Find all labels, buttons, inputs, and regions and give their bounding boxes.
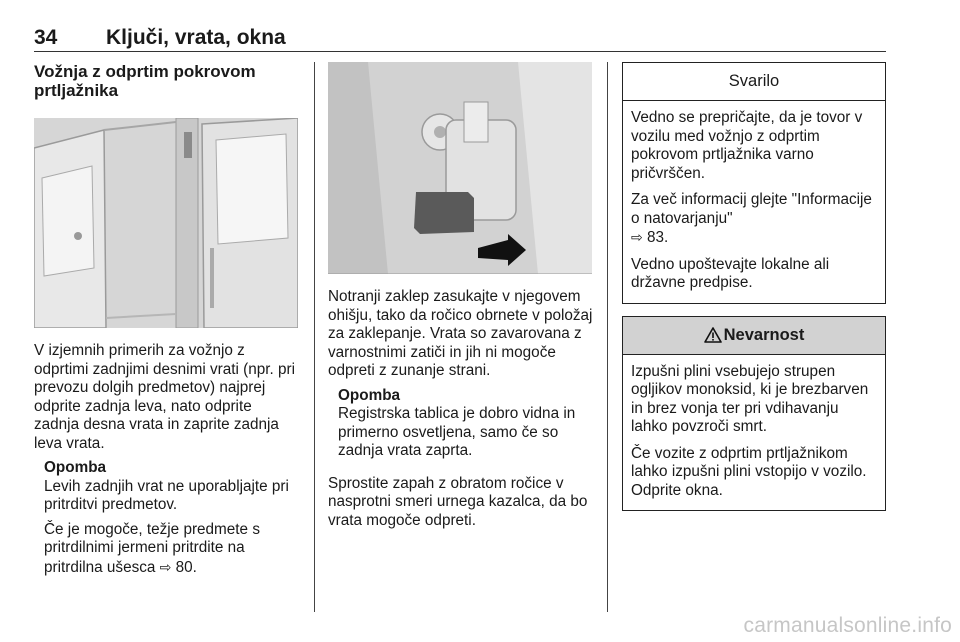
warning-triangle-icon xyxy=(704,327,722,343)
column-divider xyxy=(607,62,608,612)
column-right xyxy=(622,62,886,511)
page-number: 34 xyxy=(34,26,58,49)
column-middle xyxy=(328,62,594,530)
danger-header xyxy=(623,317,885,355)
note-text: Registrska tablica je dobro vidna in primerno osvetljena, samo če so zadnja vrata zaprta. xyxy=(338,405,576,459)
page-reference[interactable]: 83. xyxy=(646,229,669,246)
page-header xyxy=(34,22,886,52)
chapter-title: Ključi, vrata, okna xyxy=(106,26,286,49)
intro-paragraph: V izjemnih primerih za vožnjo z odprtimi zadnjimi desnimi vrati (npr. pri prevozu dolgih predmetov) najprej odprite zadnja leva, nato odprite zadnja desna vrata in zaprite zadnja leva vrata. xyxy=(34,342,295,452)
caution-title: Svarilo xyxy=(623,63,885,101)
note-title: Opomba xyxy=(44,459,107,476)
door-lock-lever-illustration xyxy=(328,62,592,274)
column-divider xyxy=(314,62,315,612)
danger-box xyxy=(622,316,886,512)
caution-text: Vedno upoštevajte lokalne ali državne predpise. xyxy=(631,255,830,291)
note-block xyxy=(44,459,300,577)
note-text-reference: Če je mogoče, težje predmete s pritrdilnimi jermeni pritrdite na pritrdilna ušesca ⇨ 80. xyxy=(44,520,260,576)
caution-box xyxy=(622,62,886,304)
page-ref-arrow-icon: ⇨ xyxy=(159,558,172,575)
watermark: carmanualsonline.info xyxy=(743,614,952,637)
page-reference[interactable]: 80. xyxy=(175,558,197,576)
page-ref-arrow-icon: ⇨ xyxy=(631,229,643,245)
caution-text: Vedno se prepričajte, da je tovor v vozilu med vožnjo z odprtim pokrovom prtljažnika varno pričvrščen. xyxy=(631,109,863,182)
danger-text: Če vozite z odprtim prtljažnikom lahko izpušni plini vstopijo v vozilo. Odprite okna. xyxy=(631,444,867,499)
note-block xyxy=(338,387,594,461)
van-rear-doors-illustration xyxy=(34,118,298,328)
danger-text: Izpušni plini vsebujejo strupen ogljikov monoksid, ki je brezbarven in brez vonja ter pri vdihavanju lahko povzroči smrt. xyxy=(631,362,869,435)
release-paragraph: Sprostite zapah z obratom ročice v nasprotni smeri urnega kazalca, da bo vrata mogoče odpreti. xyxy=(328,474,588,529)
note-title: Opomba xyxy=(338,386,401,404)
instruction-paragraph: Notranji zaklep zasukajte v njegovem ohišju, tako da ročico obrnete v položaj za zaklepanje. Vrata so zavarovana z varnostnimi zatiči in jih ni mogoče odpreti z zunanje strani. xyxy=(328,288,593,379)
danger-title: Nevarnost xyxy=(723,325,805,344)
caution-text-reference: Za več informacij glejte "Informacije o natovarjanju" ⇨ 83. xyxy=(631,191,872,246)
column-left xyxy=(34,62,300,577)
section-title: Vožnja z odprtim pokrovom prtljažnika xyxy=(34,62,256,100)
note-text: Levih zadnjih vrat ne uporabljajte pri pritrditvi predmetov. xyxy=(44,477,289,513)
